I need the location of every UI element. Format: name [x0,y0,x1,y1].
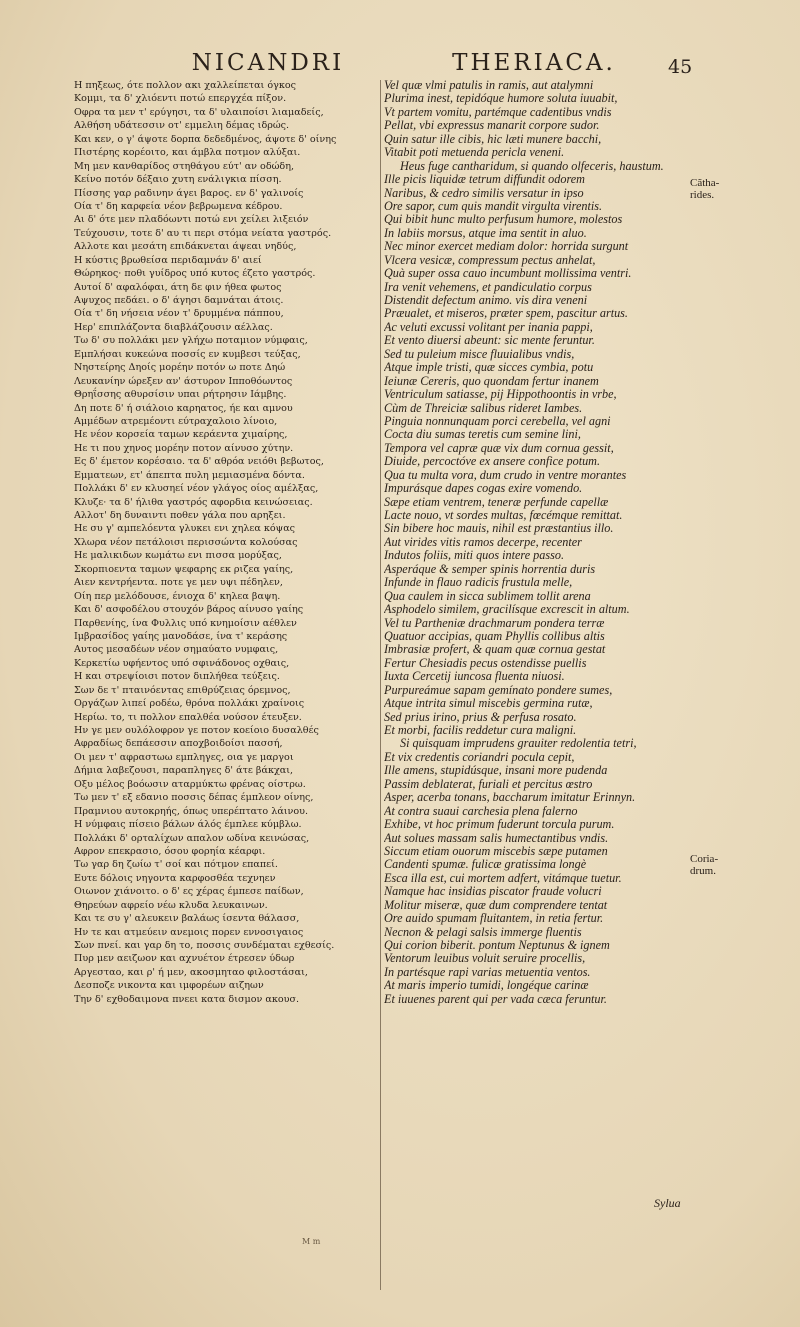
latin-verse-line: Namque hac insidias piscator fraude volucri [384,884,602,899]
latin-verse-line: Quin satur ille cibis, hic læti munere bacchi, [384,131,602,146]
greek-verse-line: Ιμβρασίδος γαίης μανοδάσε, ίνα τ' κεράσης [74,630,288,642]
latin-verse-line: Ille amens, stupidúsque, insani more pudenda [384,763,608,778]
latin-verse-line: Ventorum leuibus voluit seruire procellis, [384,951,586,966]
greek-text-column [74,79,376,1006]
latin-verse-line: Quà super ossa cauo incumbunt mollissima ventri. [384,266,632,281]
greek-verse-line: Αυτος μεσαδέων νέον σημαύατο νυμφαις, [74,644,279,656]
greek-verse-line: Αιεν κεντρήεντα. ποτε γε μεν υψι πέδηλεν, [74,577,283,589]
margin-note-text: Cãtha- rides. [690,177,720,201]
greek-verse-line: Κλυζε· τα δ' ήλιθα γαστρός αφορδια κεινώσειας. [74,496,313,508]
greek-verse-line: Ηερίω. το, τι πολλον επαλθέα νούσον έτευξεν. [74,711,302,723]
latin-verse-line: Pinguia nonnunquam porci cerebella, vel agni [384,413,611,428]
greek-verse-line: Οξυ μέλος βοόωσιν αταρμύκτω φρένας οίστρω. [74,778,306,790]
greek-verse-line: Τω δ' συ πολλάκι μεν γλήχω ποταμιον νύμφαις, [74,335,308,347]
greek-verse-line: Πίσσης γαρ ραδινην άγει βαρος. εν δ' γαλινοίς [74,187,304,199]
greek-verse-line: Δεσποζε νικοντα και ιμφορέων αιζηων [74,980,264,992]
latin-verse-line: Tempora vel capræ quæ vix dum cornua gessit, [384,440,614,455]
latin-verse-line: In partésque rapi varias metuentia ventos. [384,964,591,979]
latin-verse-line: Aut virides vitis ramos decerpe, recenter [384,534,582,549]
latin-verse-line: Molitur miseræ, quæ dum comprendere tentat [384,897,608,912]
latin-verse-line: Lacte nouo, vt sordes multas, fœcémque remittat. [384,508,623,522]
greek-verse-line: Τω γαρ δη ζωίω τ' σοί και πότμον επαπεί. [74,859,278,871]
greek-verse-line: Αυτοί δ' αφαλόφαι, άτη δε φιν ήθεα φωτος [74,281,282,293]
column-divider [380,80,381,1290]
greek-verse-line: Πιστέρης κορέοιτο, και άμβλα ποτμον αλύξαι. [74,147,301,159]
greek-verse-line: Οία τ' δη νήσεια νέον τ' δρυμμένα πάππου, [74,308,284,320]
greek-verse-line: Σων πνεί. και γαρ δη το, ποσσις συνδέμαται εχθεσίς. [74,940,335,951]
latin-verse-line: Sin bibere hoc mauis, nihil est præstantius illo. [384,521,614,536]
latin-verse-line: Fertur Chesiadis pecus ostendisse puellis [384,655,587,670]
latin-verse-line: Imbrasiæ profert, & quam quæ cornua gestat [384,642,606,657]
running-head-left: NICANDRI [191,50,345,76]
latin-verse-line: Præualet, et miseros, præter spem, pascitur artus. [384,306,628,321]
greek-verse-line: Αφρον επεκρασιο, όσου φορηία κέαρφι. [74,845,266,857]
greek-verse-line: Η κύστις βρωθείσα περιδαμνάν δ' αιεί [74,254,262,266]
latin-verse-line: Pellat, vbi expressus manarit corpore sudor. [384,118,600,133]
latin-verse-line: Atque intrita simul miscebis germina rutæ, [384,696,593,711]
latin-verse-line: Cùm de Threiciæ salibus rideret Iambes. [384,400,583,415]
latin-verse-line: Plurima inest, tepidóque humore soluta iuuabit, [384,91,618,106]
latin-verse-line: Et morbi, facilis reddetur cura maligni. [384,723,577,737]
latin-verse-line: Esca illa est, cui mortem adfert, vitámque tuetur. [384,870,622,885]
latin-verse-line: Sed prius irino, prius & perfusa rosato. [384,709,577,724]
latin-verse-line: Et vento diuersi abeunt: sic mente feruntur. [384,333,595,348]
latin-verse-line: Distendit defectum animo. vis dira veneni [384,293,588,307]
latin-verse-line: Passim deblaterat, furiali et percitus œstro [384,776,593,791]
margin-note-text: Coria- drum. [690,853,719,877]
greek-verse-line: Αι δ' ότε μεν πλαδόωντι ποτώ ενι χείλει λιξειόν [74,214,309,226]
greek-verse-line: Την δ' εχθοδαιμονα πνεει κατα δισμον ακουσ. [74,993,300,1005]
latin-verse-line: Vel tu Partheniæ drachmarum pondera terræ [384,615,605,630]
latin-verse-line: At contra suaui carchesia plena falerno [384,803,578,818]
greek-verse-line: Ευτε δόλοις νηγοντα καρφοσθέα τεχνηεν [74,872,276,884]
latin-verse-line: Vt partem vomitu, partémque cadentibus vndis [384,104,612,119]
greek-verse-line: Κομμι, τα δ' χλιόεντι ποτώ επεργχέα πίξον. [74,93,287,105]
page-number: 45 [668,56,693,78]
greek-verse-line: Χλωρα νέον πετάλοισι περισσώντα κολούσας [74,536,298,548]
catchword: Sylua [654,1196,681,1210]
greek-verse-line: Η νύμφαις πίσειο βάλων άλός έμπλεε κύμβλω. [74,819,302,831]
latin-verse-line: Ille picis liquidæ tetrum diffundit odorem [384,172,585,187]
latin-verse-line: Qua caulem in sicca sublimem tollit arena [384,588,591,603]
greek-verse-line: Και δ' ασφοδέλου στουχόν βάρος αίνυσο γαίης [74,604,304,616]
greek-verse-line: Σκορπιοεντα ταμων ψεφαρης εκ ριζεα γαίης, [74,563,294,575]
latin-verse-line: Asphodelo similem, gracilísque excrescit in altum. [384,602,630,617]
greek-verse-line: Θρηΐσσης αθυρσίσιν υπαι ρήτρησιν Ιάμβης. [74,389,287,401]
latin-verse-line: Atque imple tristi, quæ sicces cymbia, potu [384,360,594,375]
latin-verse-line: Necnon & pelagi salsis immerge fluentis [384,924,582,939]
greek-verse-line: Δήμια λαβεζουσι, παραπληγες δ' άτε βάκχαι, [74,765,294,777]
greek-verse-line: Και τε συ γ' αλευκειν βαλάως ίσεντα θάλασσ, [74,913,300,925]
latin-verse-line: Asper, acerba tonans, baccharum imitatur Erinnyn. [384,790,636,805]
greek-verse-line: Ην τε και ατμεύειν ανεμοις πορεν εννοσιγαιος [74,926,304,938]
latin-verse-line: Qui bibit hunc multo perfusum humore, molestos [384,212,623,227]
greek-verse-line: Θηρεύων αφρείο νέω κλυδα λευκαινων. [74,899,268,911]
greek-verse-line: Οφρα τα μεν τ' ερύγησι, τα δ' υλαιποίσι λιαμαδείς, [74,106,324,118]
latin-verse-line: Exhibe, vt hoc primum fuderunt torcula purum. [384,817,615,832]
latin-verse-line: Asperáque & semper spinis horrentia duris [384,561,596,576]
greek-verse-line: Πολλάκι δ' ορταλίχων απαλον ωδίνα κεινώσας, [74,832,310,844]
latin-verse-line: Vlcera vesicæ, compressum pectus anhelat, [384,252,596,267]
greek-verse-line: Εμματεων, ετ' άπεπτα πυλη μεμιασμένα δόντα. [74,469,305,481]
latin-verse-line: Heus fuge cantharidum, si quando olfeceris, haustum. [400,158,664,173]
latin-verse-line: Vitabit poti metuenda pericla veneni. [384,145,565,160]
latin-verse-line: Purpureámue sapam gemínato pondere sumes, [384,682,613,697]
greek-verse-line: Οργάζων λιπεί ροδέω, θρόνα πολλάκι χραίνοις [74,698,305,710]
greek-verse-line: Αργεσταο, και ρ' ή μεν, ακοσμηταο φιλοστάσαι, [74,966,308,978]
greek-verse-line: Η και στρεψίοισι ποτον διπλήθεα τεύξεις. [74,671,280,683]
greek-verse-line: Αμμέδων ατρεμέοντι εύτραχαλοιο λίνοιο, [74,415,278,427]
latin-verse-line: Qui corion biberit. pontum Neptunus & ignem [384,938,610,952]
greek-verse-line: Οιωνον χιάνοιτο. ο δ' ες χέρας έμπεσε παίδων, [74,886,304,898]
latin-verse-line: In labiis morsus, atque ima sentit in aluo. [384,225,587,240]
greek-verse-line: Η πηξεως, ότε πολλον ακι χαλλείπεται όγκος [74,80,297,91]
greek-verse-line: Οία τ' δη καρφεία νέον βεβρωμενα κέδρου. [74,200,283,212]
latin-verse-line: Si quisquam imprudens grauiter redolentia tetri, [400,736,637,751]
greek-verse-line: Οι μεν τ' αφραστωω εμπληγες, οια γε μαργοι [74,751,294,763]
greek-verse-line: Αλλοτ' δη δυναιντι ποθεν γάλα που αρηξει. [74,510,286,521]
greek-verse-line: Ηε τι που χηνος μορέην ποτον αίνυσο χύτην. [74,442,294,454]
greek-verse-line: Κερκετίω υφήεντος υπό σφινάδονος οχθαις, [74,657,290,669]
greek-verse-line: Ηε συ γ' αμπελόεντα γλυκει ενι χηλεα κόψας [74,523,296,535]
latin-verse-line: Naribus, & cedro similis versatur in ipso [384,185,584,200]
greek-verse-line: Ηε νέον κορσεία ταμων κεράεντα χιμαίρης, [74,429,288,441]
greek-verse-line: Σων δε τ' πταινόεντας επιθρύζειας όρεμνος, [74,684,291,696]
signature-mark: M m [302,1237,321,1246]
latin-verse-line: Ira venit vehemens, et pandiculatio corpus [384,279,592,294]
greek-verse-line: Ηε μαλικιδων κωμάτω ενι πισσα μορύξας, [74,550,282,562]
greek-verse-line: Αλλοτε και μεσάτη επιδάκνεται άψεαι νηδύς, [74,241,297,253]
latin-verse-line: Indutos foliis, miti quos intere passo. [384,548,564,563]
greek-verse-line: Οίη περ μελόδουσε, ένιοχα δ' κηλεα βαψη. [74,590,281,602]
greek-verse-line: Κείνο ποτόν δέξαιο χυτη ενάλιγκια πίσση. [74,174,282,186]
greek-verse-line: Νηστείρης Δηοίς μορέην ποτόν ω ποτε Δηώ [74,362,286,374]
greek-verse-line: Πραμνιου αυτοκρηής, όπως υπερέπτατο λάινου. [74,805,309,817]
latin-verse-line: Sæpe etiam ventrem, teneræ perfunde capellæ [384,494,609,509]
greek-verse-line: Ηερ' επιπλάζοντα διαβλάζουσιν αέλλας. [74,321,273,333]
greek-verse-line: Πυρ μεν αειζωον και αχνυέτον έτρεσεν ύδωρ [74,953,295,965]
latin-verse-line: Diuide, percoctóve ex ansere confice potum. [384,454,601,469]
latin-verse-line: Ac veluti excussi volitant per inania pappi, [384,319,593,334]
latin-verse-line: Sed tu puleium misce fluuialibus vndis, [384,346,575,361]
greek-verse-line: Πολλάκι δ' εν κλυσηεί νέον γλάγος οίος αμέλξας, [74,483,319,495]
latin-verse-line: Ieiunæ Cereris, quo quondam fertur inanem [384,373,599,388]
latin-verse-line: Cocta diu sumas teretis cum semine lini, [384,427,581,442]
latin-verse-line: Impurásque dapes cogas exire vomendo. [384,481,583,496]
latin-verse-line: Candenti spumæ. fulicæ gratissima longè [384,857,587,872]
greek-verse-line: Θώρηκος· ποθι γυίδρος υπό κυτος έζετο γαστρός. [74,268,316,280]
latin-verse-line: Ore sapor, cum quis mandit virgulta virentis. [384,198,603,213]
latin-verse-line: Quatuor accipias, quam Phyllis collibus altis [384,628,605,643]
greek-verse-line: Αψυχος πεδάει. ο δ' άγησι δαμνάται άτοις. [74,295,284,306]
greek-verse-line: Μη μεν κανθαρίδος στηθάγου εύτ' αν οδώδη, [74,160,295,172]
latin-verse-line: Siccum etiam ouorum miscebis sæpe putamen [384,843,608,858]
latin-verse-line: Infunde in flauo radicis frustula melle, [384,575,573,590]
latin-verse-line: Et iuuenes parent qui per vada cæca feruntur. [384,991,607,1006]
greek-verse-line: Τω μεν τ' εξ εδανιο ποσσις δέπας έμπλεον οίνης, [74,792,314,804]
latin-verse-line: Nec minor exercet mediam dolor: horrida surgunt [384,239,629,254]
greek-verse-line: Και κεν, ο γ' άψοτε δορπα δεδεδμένος, άψοτε δ' οίνης [74,133,337,145]
latin-text-column [384,79,690,1006]
latin-verse-line: Aut solues massam salis humectantibus vndis. [384,830,609,845]
latin-verse-line: Ventriculum satiasse, pij Hippothoontis in vrbe, [384,387,617,402]
greek-verse-line: Ην γε μεν ουλόλοφρον γε ποτον κοείοιο δυσαλθές [74,725,319,736]
greek-verse-line: Τεύχουσιν, τοτε δ' αυ τι περι στόμα νείατα γαστρός. [74,227,332,239]
greek-verse-line: Ες δ' έμετον κορέσαιο. τα δ' αθρόα νειόθι βεβωτος, [74,456,324,468]
latin-verse-line: Et vix credentis coriandri pocula cepit, [384,749,575,764]
running-head-right: THERIACA. [452,50,616,76]
margin-note-coriandrum [690,853,750,877]
latin-verse-line: At maris imperio tumidi, longéque carinæ [384,978,589,993]
latin-verse-line: Ore auido spumam fluitantem, in retia fertur. [384,911,604,926]
greek-verse-line: Αλθήση υδάτεσσιν οτ' εμμελιη δέμας ιδρώς. [74,120,290,132]
greek-verse-line: Δη ποτε δ' ή σιάλοιο καρηατος, ήε και αμνου [74,402,293,414]
margin-note-cantharides [690,177,750,201]
greek-verse-line: Αφραδίως δεπάεσσιν αποχβοιδοίσι πασσή, [74,738,283,750]
latin-verse-line: Vel quæ vlmi patulis in ramis, aut atalymni [384,79,594,92]
greek-verse-line: Εμπλήσαι κυκεώνα ποσσίς εν κυμβεσι τεύξας, [74,348,301,360]
greek-verse-line: Παρθενίης, ίνα Φυλλις υπό κνημοίσιν αέθλεν [74,617,297,629]
latin-verse-line: Qua tu multa vora, dum crudo in ventre morantes [384,467,627,482]
latin-verse-line: Iuxta Cercetij iuncosa fluenta niuosi. [384,669,565,684]
greek-verse-line: Λευκανίην ώρεξεν αν' άστυρον Ιπποθόωντος [74,375,293,387]
